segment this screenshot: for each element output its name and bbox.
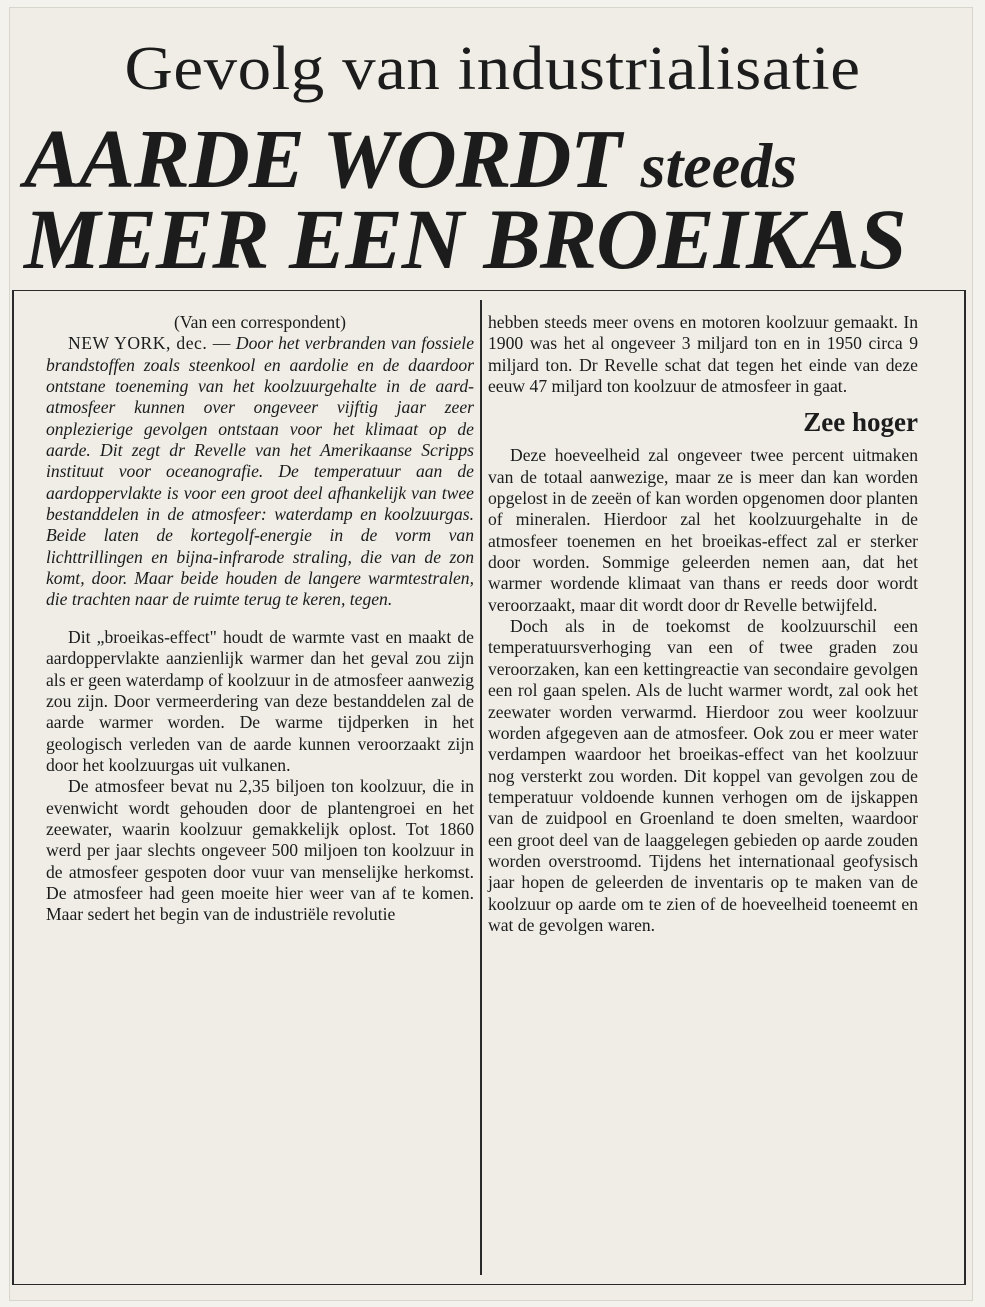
article-column-left (46, 312, 474, 926)
body-paragraph: Deze hoeveelheid zal ongeveer twee percent uitmaken van de totaal aanwezige, maar ze is meer dan kan worden opgelost in de zeeën of kan worden opgenomen door planten of mineralen. Hierdoor zal het koolzuurgehalte in de atmosfeer toenemen en het broeikas-effect zal er sterker door worden. Sommige geleerden nemen aan, dat het warmer wordende klimaat van thans er reeds door wordt veroorzaakt, maar dit wordt door dr Revelle betwijfeld. (488, 445, 918, 615)
column-divider (480, 300, 482, 1275)
kicker-headline: Gevolg van industrialisatie (124, 35, 861, 103)
headline-line-2: MEER EEN BROEIKAS (24, 191, 906, 287)
body-paragraph: De atmosfeer bevat nu 2,35 biljoen ton koolzuur, die in evenwicht wordt gehouden door de plantengroei en het zeewater, waarin koolzuur gemakkelijk oplost. Tot 1860 werd per jaar slechts ongeveer 500 miljoen ton koolzuur in de atmosfeer gespoten door vuur van menselijke herkomst. De atmosfeer had geen moeite hier weer van af te komen. Maar sedert het begin van de industriële revolutie (46, 776, 474, 925)
byline: (Van een correspondent) (174, 312, 346, 332)
lead-text: Door het verbranden van fossiele brandstoffen zoals steenkool en aardolie en de daardoor ontstane toeneming van het koolzuurgehalte in de aard-atmosfeer kunnen over ongeveer vijftig jaar zeer onplezierige gevolgen ontstaan voor het klimaat op de aarde. Dit zegt dr Revelle van het Amerikaanse Scripps instituut voor oceanografie. De temperatuur aan de aardoppervlakte is voor een groot deel afhankelijk van twee bestanddelen in de atmosfeer: waterdamp en koolzuurgas. Beide laten de kortegolf-energie in de vorm van lichttrillingen en bijna-infrarode straling, die van de zon komt, door. Maar beide houden de langere warmtestralen, die trachten naar de ruimte terug te keren, tegen. (46, 333, 474, 610)
body-paragraph-continued: hebben steeds meer ovens en motoren koolzuur gemaakt. In 1900 was het al ongeveer 3 miljard ton en in 1950 circa 9 miljard ton. Dr Revelle schat dat tegen het einde van deze eeuw 47 miljard ton koolzuur de atmosfeer in gaat. (488, 312, 918, 397)
article-column-right (488, 312, 918, 936)
headline-part-aarde-wordt: AARDE WORDT (24, 113, 621, 206)
body-paragraph: Doch als in de toekomst de koolzuurschil een temperatuursverhoging van een of twee graden zou veroorzaken, kan een kettingreactie van secondaire gevolgen een rol gaan spelen. Als de lucht warmer wordt, zal ook het zeewater worden verwarmd. Hierdoor zou weer koolzuur worden afgegeven aan de atmosfeer. Ook zou er meer water verdampen waardoor het broeikas-effect van het koolzuur nog versterkt zou worden. Dit koppel van gevolgen zou de temperatuur voldoende kunnen verhogen om de ijskappen van de zuidpool en Groenland te doen smelten, waardoor een groot deel van de laaggelegen gebieden op aarde zouden worden overstroomd. Tijdens het internationaal geofysisch jaar hopen de geleerden de inventaris op te maken van de koolzuur op aarde om te zien of de hoeveelheid toeneemt en wat de gevolgen waren. (488, 616, 918, 935)
lead-paragraph (46, 333, 474, 610)
headline-part-steeds: steeds (640, 130, 798, 201)
dateline: NEW YORK, dec. — (68, 333, 231, 354)
subhead: Zee hoger (803, 407, 918, 438)
headline-line-1 (24, 113, 954, 206)
body-paragraph: Dit „broeikas-effect" houdt de warmte vast en maakt de aardoppervlakte aanzienlijk warmer dan het geval zou zijn als er geen waterdamp of koolzuur in de atmosfeer aanwezig zou zijn. Door vermeerdering van deze bestanddelen zal de aarde warmer worden. De warme tijdperken in het geologisch verleden van de aarde kunnen veroorzaakt zijn door het koolzuurgas uit vulkanen. (46, 626, 474, 775)
